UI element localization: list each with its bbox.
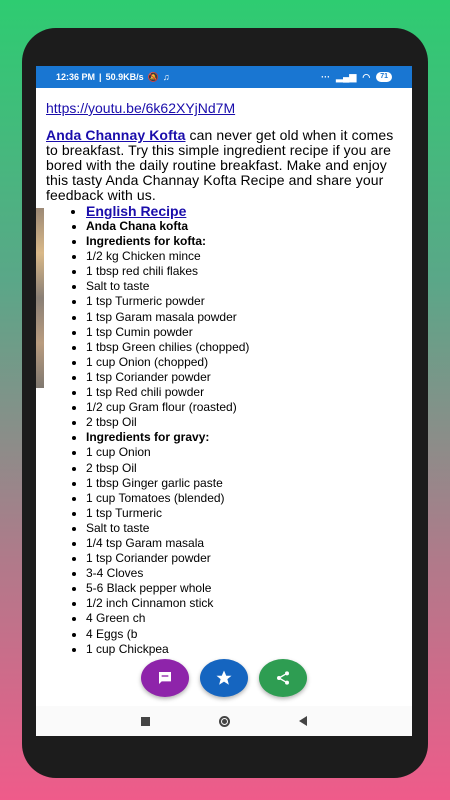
- status-time: 12:36 PM: [56, 72, 96, 82]
- ingredient-item: • 1 tbsp red chili flakes: [86, 264, 406, 279]
- wifi-icon: ◠: [362, 71, 371, 82]
- ingredient-item: • 1 tsp Garam masala powder: [86, 310, 406, 325]
- ingredient-item: • 1 cup Onion (chopped): [86, 355, 406, 370]
- ingredient-item: • Anda Chana kofta: [86, 219, 406, 234]
- ingredient-item: • 2 tbsp Oil: [86, 461, 406, 476]
- ingredient-item: • 1 tsp Red chili powder: [86, 385, 406, 400]
- recipe-language-list: [46, 203, 406, 219]
- ingredient-item: • 5-6 Black pepper whole: [86, 581, 406, 596]
- share-icon: [275, 670, 291, 686]
- ingredient-item: • 4 Eggs (b: [86, 627, 406, 642]
- ingredient-item: • 1/2 cup Gram flour (roasted): [86, 400, 406, 415]
- back-button[interactable]: [299, 716, 307, 726]
- ingredient-item: • 1 tbsp Ginger garlic paste: [86, 476, 406, 491]
- ingredient-item: • 1 tsp Coriander powder: [86, 551, 406, 566]
- ingredient-item: • 1/2 inch Cinnamon stick: [86, 596, 406, 611]
- network-speed: 50.9KB/s: [105, 72, 144, 82]
- system-nav-bar: [36, 706, 412, 736]
- star-icon: [215, 669, 233, 687]
- app-screen: [36, 66, 412, 736]
- message-button[interactable]: [141, 659, 189, 697]
- ingredient-item: • Ingredients for kofta:: [86, 234, 406, 249]
- headphones-icon: ♫: [162, 72, 170, 82]
- ingredient-item: • Salt to taste: [86, 279, 406, 294]
- ingredient-item: • 1 cup Onion: [86, 445, 406, 460]
- intro-text: can never get old when it comes to breakfast. Try this simple ingredient recipe if you are bored with the daily routine breakfast. Make and enjoy this tasty Anda Channay Kofta Recipe and share your feedback with us.: [46, 127, 394, 203]
- background-image-strip: [36, 208, 44, 388]
- ingredient-item: • 1/2 kg Chicken mince: [86, 249, 406, 264]
- intro-paragraph: [46, 128, 406, 203]
- english-recipe-link[interactable]: English Recipe: [86, 203, 187, 219]
- home-button[interactable]: [219, 716, 230, 727]
- youtube-link[interactable]: https://youtu.be/6k62XYjNd7M: [46, 100, 236, 116]
- ingredient-item: • Salt to taste: [86, 521, 406, 536]
- more-dots-icon: ···: [321, 72, 331, 82]
- mute-icon: 🔕: [147, 71, 159, 82]
- ingredient-item: • 1 tbsp Green chilies (chopped): [86, 340, 406, 355]
- ingredient-item: • 3-4 Cloves: [86, 566, 406, 581]
- ingredient-item: • 1 tsp Turmeric: [86, 506, 406, 521]
- recipe-title-link[interactable]: Anda Channay Kofta: [46, 127, 186, 143]
- ingredient-item: • 4 Green ch: [86, 611, 406, 626]
- ingredient-item: • 1 tsp Coriander powder: [86, 370, 406, 385]
- ingredient-list: [46, 219, 406, 657]
- signal-icon: ▂▄▆: [336, 71, 357, 82]
- ingredient-item: • 1 cup Tomatoes (blended): [86, 491, 406, 506]
- ingredient-item: • 1 tsp Turmeric powder: [86, 294, 406, 309]
- recents-button[interactable]: [141, 717, 150, 726]
- favorite-button[interactable]: [200, 659, 248, 697]
- article-content[interactable]: [36, 88, 412, 706]
- ingredient-item: • 2 tbsp Oil: [86, 415, 406, 430]
- ingredient-item: • 1 cup Chickpea: [86, 642, 406, 657]
- status-bar: 12:36 PM | 50.9KB/s 🔕 ♫ ··· ▂▄▆ ◠ 71: [36, 66, 412, 88]
- message-icon: [157, 670, 173, 686]
- ingredient-item: • 1 tsp Cumin powder: [86, 325, 406, 340]
- ingredient-item: • Ingredients for gravy:: [86, 430, 406, 445]
- ingredient-item: • 1/4 tsp Garam masala: [86, 536, 406, 551]
- share-button[interactable]: [259, 659, 307, 697]
- battery-icon: 71: [376, 72, 392, 82]
